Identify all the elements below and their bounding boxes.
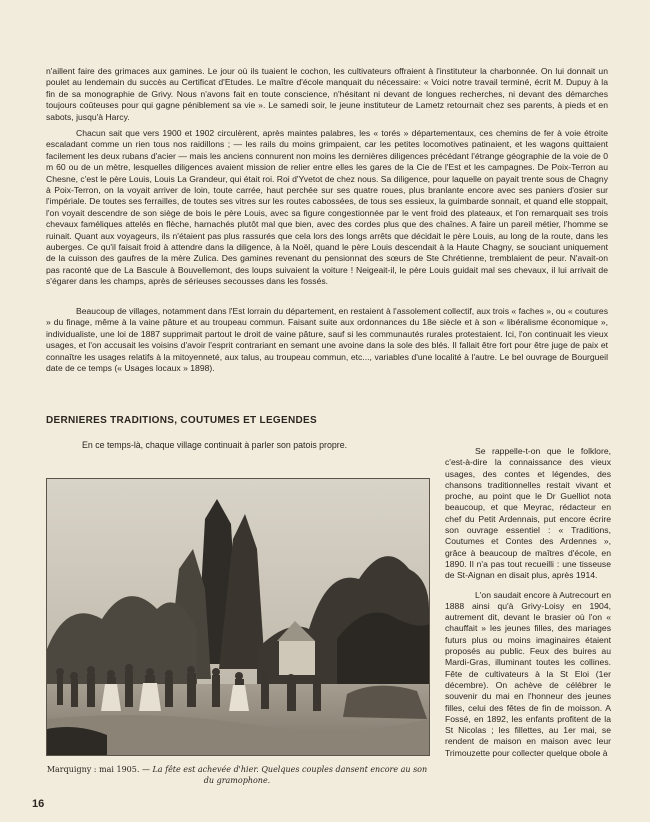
lead-sentence: En ce temps-là, chaque village continuait à parler son patois propre. bbox=[82, 440, 348, 450]
caption-text: La fête est achevée d'hier. Quelques couples dansent encore au son du gramophone. bbox=[152, 765, 428, 785]
right-paragraph-folklore: Se rappelle-t-on que le folklore, c'est-à-dire la connaissance des vieux usages, des contes et légendes, des chansons traditionnelles restait vivant et proche, au point que le Dr Guelliot nota beaucoup, et que Meyrac, rédacteur en chef du Petit Ardennais, put encore écrire son ouvrage essentiel : « Traditions, Coutumes et Contes des Ardennes », grâce à beaucoup de maîtres d'école, en 1890. Il n'a pas tout recueilli : une tisseuse de St-Aignan en disait plus, après 1914. bbox=[445, 446, 611, 581]
photo-image bbox=[47, 479, 429, 755]
photo-caption bbox=[46, 764, 428, 786]
page-number: 16 bbox=[32, 798, 45, 810]
paragraph-diligence: Chacun sait que vers 1900 et 1902 circulèrent, après maintes palabres, les « torés » départementaux, ces chemins de fer à voie étroite escaladant comme un rien tous nos raidillons ; — les rails du moins grimpaient, car les petites locomotives patinaient, et les wagons quittaient facilement les deux rubans d'acier — mais les anciens connurent non moins les dernières diligences précédant l'étrange géographie de la voie de 0 m 60 ou de un mètre, lesquelles diligences avaient mission de relier entre elles les gares de la Cie de l'Est et les campagnes. De Poix-Terron au Chesne, c'est le père Louis, Louis La Grandeur, qui était roi. Roi d'Yvetot de chez nous. Sa diligence, pour laquelle on payait trente sous de Chagny à Poix-Terron, on la voyait arriver de loin, toute carrée, haut perchée sur ses quatre roues, plus branlante encore avec ses paniers d'osier sur l'impériale. De toutes ses ferrailles, de toutes ses vitres sur les routes cabossées, de tous ses essieux, la guimbarde sonnait, et quand elle stoppait, l'on voyait descendre de son siège de bois le père Louis, avec sa figure congestionnée par le vent froid des plateaux, et l'on remarquait ses trois chevaux faméliques attelés en flèche, harnachés plutôt mal que bien, avec des cordes plus que des chaînes. A faire un pareil métier, l'homme se ruinait. Quant aux voyageurs, ils n'étaient pas plus rassurés que cela lors des longs arrêts que décidait le père Louis, au long de la route, dans les auberges. Ce qu'il faisait froid à attendre dans la diligence, à la Noël, quand le père Louis descendait à la Haute Chagny, se souciant uniquement de la cuisson des gaufres de la mère Zulica. Des gamines revenant du pensionnat des sœurs de Ste Chrétienne, tremblaient de peur. N'avait-on pas raconté que de La Bascule à Bouvellemont, des loups suivaient la voiture ! Neigeait-il, le père Louis guidait mal ses chevaux, il lui arrivait de s'égarer dans les champs, après de sérieuses secousses dans les fossés. bbox=[46, 128, 608, 287]
caption-place: Marquigny : mai 1905. — bbox=[46, 765, 150, 774]
paragraph-schoolmaster: n'aillent faire des grimaces aux gamines. Le jour où ils tuaient le cochon, les cultivateurs offraient à l'instituteur la charbonnée. On lui donnait un poulet au lendemain du succès au Certificat d'Etudes. Le maître d'école manquait du nécessaire: « Voici notre travail terminé, écrit M. Dupuy à la fin de sa monographie de Grivy. Nous n'avons fait en toute conscience, n'hésitant ni devant de longues recherches, ni devant des démarches toujours coûteuses pour qui gagne péniblement sa vie ». Le samedi soir, le jeune instituteur de Lametz retournait chez ses parents, à pieds et en sabots, jusqu'à Harcy. bbox=[46, 66, 608, 122]
section-title: DERNIERES TRADITIONS, COUTUMES ET LEGENDES bbox=[46, 415, 317, 426]
historical-photo bbox=[46, 478, 430, 756]
right-paragraph-customs: L'on saudait encore à Autrecourt en 1888 ainsi qu'à Grivy-Loisy en 1904, autrement dit, devant le brasier où l'on « chauffait » les jeunes filles, des mariages futurs plus ou moins imaginaires étaient proposés au public. Feux des buires au Mardi-Gras, illuminant toutes les collines. Fête de cultivateurs à la St Eloi (1er décembre). On achève de célébrer le souvenir du mai en l'honneur des jeunes filles, celui des fêtes de fin de moisson. A Fossé, en 1892, les enfants profitent de la St Nicolas ; les fillettes, au 1er mai, se rendent de maison en maison avec leur Trimouzette pour collecter quelque obole à bbox=[445, 589, 611, 758]
right-column bbox=[445, 446, 611, 759]
paragraph-customs: Beaucoup de villages, notamment dans l'Est lorrain du département, en restaient à l'assolement collectif, aux trois « faches », ou « coutures » du finage, même à la vaine pâture et au troupeau commun. Faisant suite aux ordonnances du 18e siècle et à son « libéralisme économique », individualiste, une loi de 1887 supprimait partout le droit de vaine pâture, sauf si les communautés rurales protestaient. Ici, l'on continuait les vieux usages, et l'on accusait les voisins d'avoir l'esprit contrariant en semant une avoine dans la sole des blés. Il fallait être fort pour être juge de paix et connaître les usages relatifs à la mitoyenneté, aux talus, au troupeau commun, etc..., variables d'une localité à l'autre. Le bel ouvrage de Bourgueil date de ce temps (« Usages locaux » 1898). bbox=[46, 306, 608, 374]
